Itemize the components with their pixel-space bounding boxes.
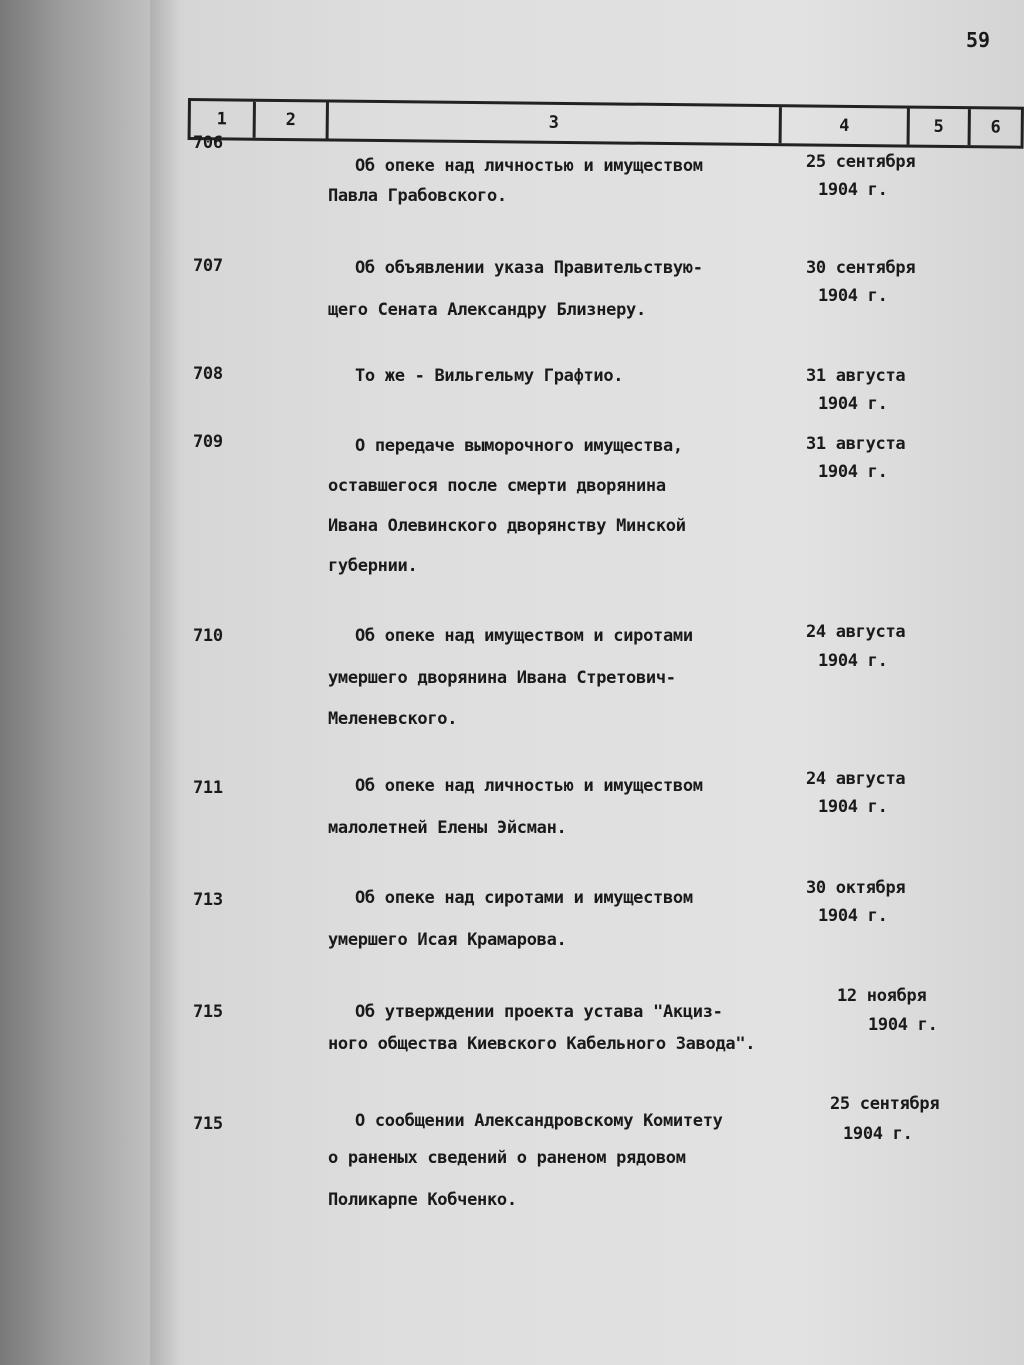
header-col-3: 3 [329, 102, 782, 143]
header-col-5: 5 [910, 109, 971, 146]
entry-text: Павла Грабовского. [328, 186, 507, 206]
entry-date: 31 августа [806, 434, 906, 454]
entry-text: Об опеке над личностью и имуществом [355, 776, 703, 796]
entry-year: 1904 г. [818, 797, 888, 817]
entry-text: умершего Исая Крамарова. [328, 930, 567, 950]
entry-date: 30 сентября [806, 258, 916, 278]
entry-date: 31 августа [806, 366, 906, 386]
entry-number: 710 [193, 626, 223, 646]
entry-text: губернии. [328, 556, 418, 576]
entry-text: умершего дворянина Ивана Стретович- [328, 668, 676, 688]
page-number: 59 [966, 28, 991, 52]
entry-number: 715 [193, 1114, 223, 1134]
entry-date: 25 сентября [830, 1094, 940, 1114]
entry-number: 715 [193, 1002, 223, 1022]
entry-date: 25 сентября [806, 152, 916, 172]
entry-date: 24 августа [806, 769, 906, 789]
entry-date: 12 ноября [837, 986, 927, 1006]
entry-text: оставшегося после смерти дворянина [328, 476, 666, 496]
previous-page-edge [0, 0, 150, 1365]
entry-text: Об объявлении указа Правительствую- [355, 258, 703, 278]
entry-year: 1904 г. [868, 1015, 938, 1035]
entry-number: 707 [193, 256, 223, 276]
entry-year: 1904 г. [818, 180, 888, 200]
entry-text: О передаче выморочного имущества, [355, 436, 683, 456]
header-col-4: 4 [782, 107, 910, 144]
entry-number: 706 [193, 133, 223, 153]
entry-text: То же - Вильгельму Графтио. [355, 366, 624, 386]
entry-year: 1904 г. [843, 1124, 913, 1144]
entry-text: Меленевского. [328, 709, 458, 729]
entry-text: Об опеке над имуществом и сиротами [355, 626, 693, 646]
entry-year: 1904 г. [818, 394, 888, 414]
entry-year: 1904 г. [818, 462, 888, 482]
entry-year: 1904 г. [818, 906, 888, 926]
entry-text: Об опеке над сиротами и имуществом [355, 888, 693, 908]
entry-number: 713 [193, 890, 223, 910]
entry-text: щего Сената Александру Близнеру. [328, 300, 646, 320]
entry-text: о раненых сведений о раненом рядовом [328, 1148, 686, 1168]
entry-number: 708 [193, 364, 223, 384]
entry-text: ного общества Киевского Кабельного Завода". [328, 1034, 756, 1054]
entry-text: Об опеке над личностью и имуществом [355, 156, 703, 176]
entry-number: 711 [193, 778, 223, 798]
entry-text: Поликарпе Кобченко. [328, 1190, 517, 1210]
entry-text: малолетней Елены Эйсман. [328, 818, 567, 838]
header-col-6: 6 [990, 117, 1001, 138]
entry-text: Ивана Олевинского дворянству Минской [328, 516, 686, 536]
table-header [188, 98, 1024, 149]
entry-text: О сообщении Александровскому Комитету [355, 1111, 723, 1131]
entry-year: 1904 г. [818, 651, 888, 671]
entry-date: 24 августа [806, 622, 906, 642]
entry-number: 709 [193, 432, 223, 452]
entry-text: Об утверждении проекта устава "Акциз- [355, 1002, 723, 1022]
page-fold-shadow [150, 0, 180, 1365]
entry-date: 30 октября [806, 878, 906, 898]
header-col-1: 1 [191, 101, 256, 138]
entry-year: 1904 г. [818, 286, 888, 306]
header-col-2: 2 [256, 102, 329, 139]
